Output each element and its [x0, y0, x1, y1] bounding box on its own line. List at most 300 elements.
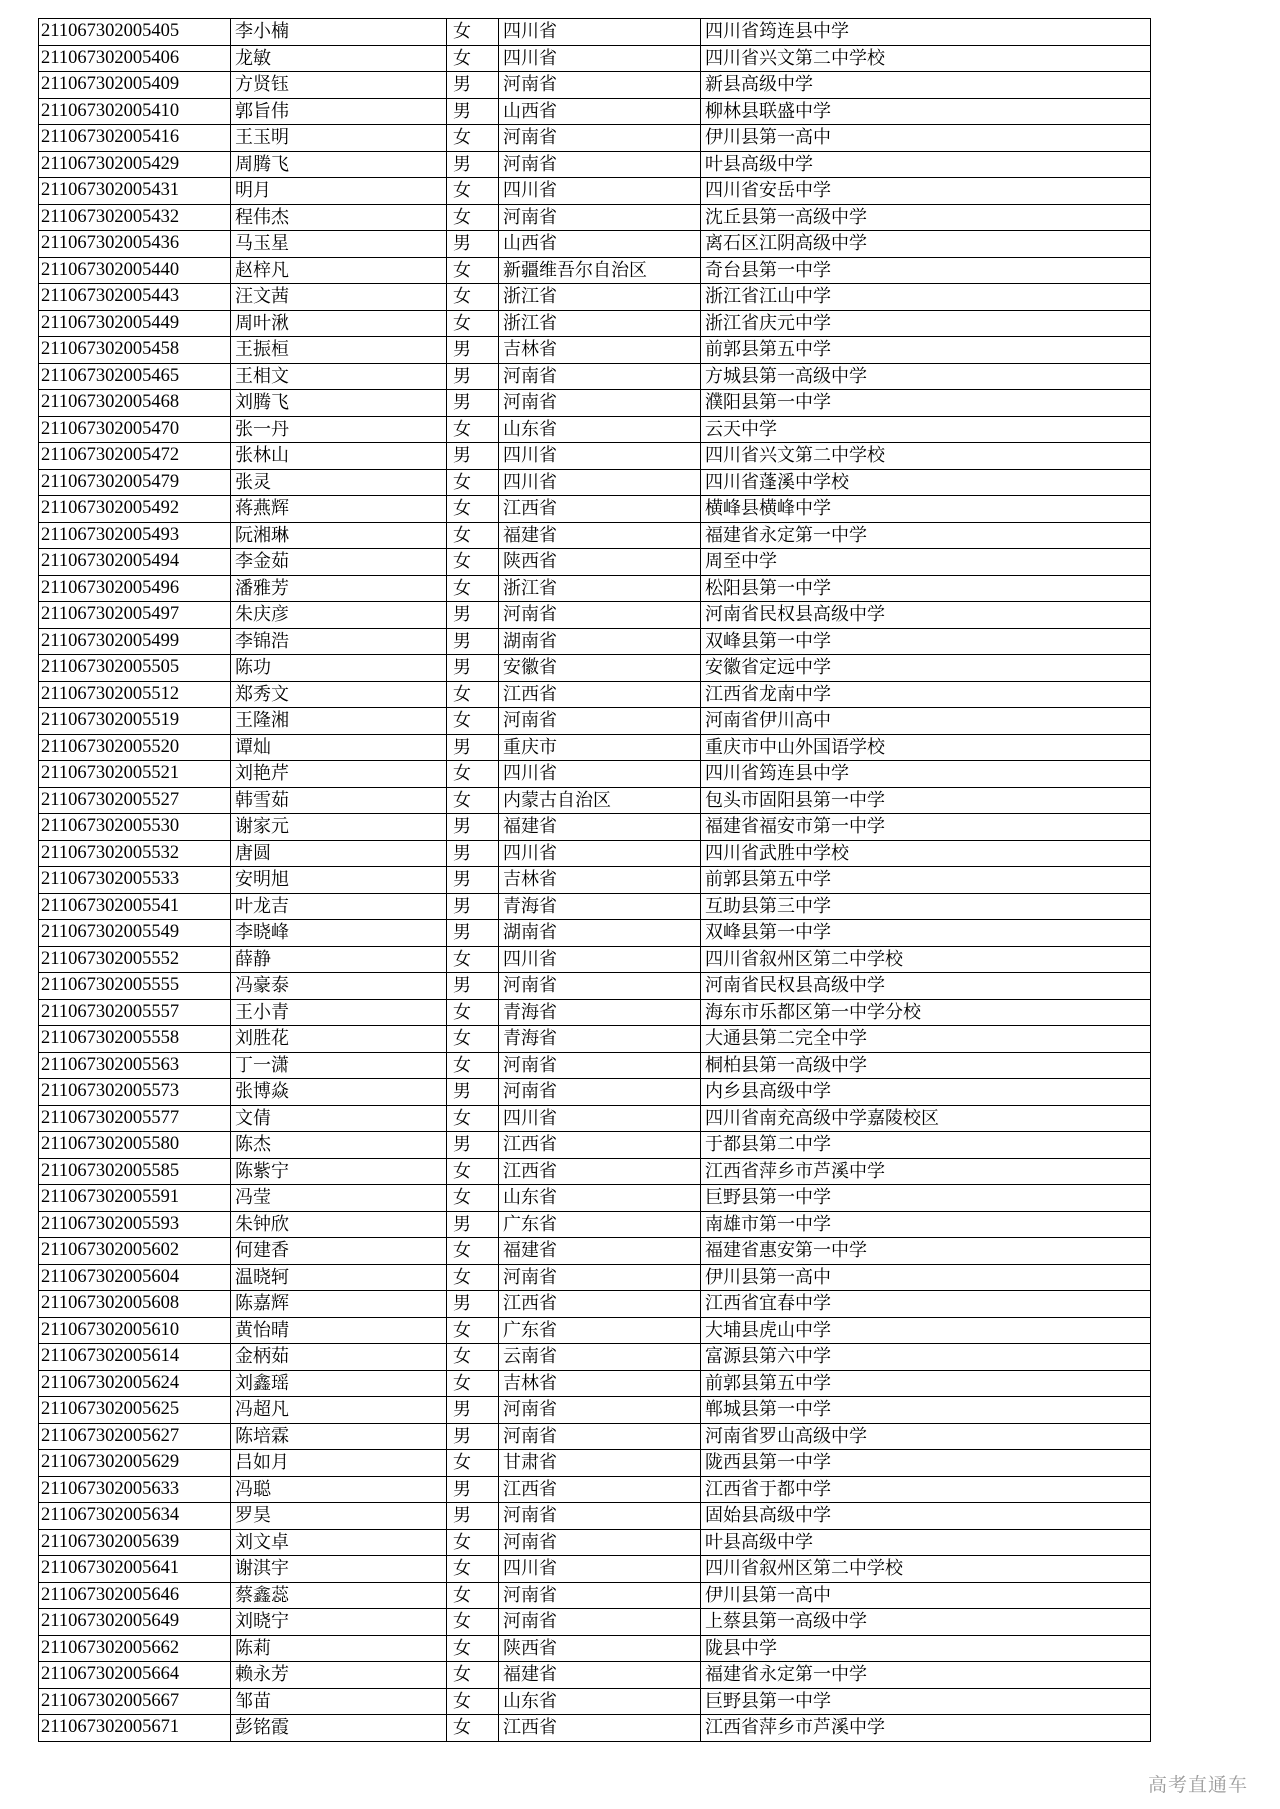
student-id-cell: 211067302005646 — [39, 1582, 231, 1609]
student-id-cell: 211067302005472 — [39, 443, 231, 470]
table-row — [39, 1503, 1151, 1530]
province-cell: 河南省 — [499, 72, 701, 99]
name-cell: 陈嘉辉 — [231, 1291, 447, 1318]
province-cell: 福建省 — [499, 1238, 701, 1265]
gender-cell: 女 — [447, 575, 499, 602]
name-cell: 刘文卓 — [231, 1529, 447, 1556]
student-id-cell: 211067302005557 — [39, 999, 231, 1026]
student-id-cell: 211067302005585 — [39, 1158, 231, 1185]
school-cell: 巨野县第一中学 — [701, 1185, 1151, 1212]
province-cell: 内蒙古自治区 — [499, 787, 701, 814]
school-cell: 桐柏县第一高级中学 — [701, 1052, 1151, 1079]
school-cell: 郸城县第一中学 — [701, 1397, 1151, 1424]
student-id-cell: 211067302005533 — [39, 867, 231, 894]
student-id-cell: 211067302005410 — [39, 98, 231, 125]
table-row — [39, 999, 1151, 1026]
table-row — [39, 204, 1151, 231]
table-row — [39, 1370, 1151, 1397]
province-cell: 江西省 — [499, 496, 701, 523]
province-cell: 四川省 — [499, 1556, 701, 1583]
table-row — [39, 1715, 1151, 1742]
student-id-cell: 211067302005580 — [39, 1132, 231, 1159]
student-id-cell: 211067302005604 — [39, 1264, 231, 1291]
school-cell: 离石区江阴高级中学 — [701, 231, 1151, 258]
name-cell: 金柄茹 — [231, 1344, 447, 1371]
name-cell: 刘鑫瑶 — [231, 1370, 447, 1397]
gender-cell: 女 — [447, 1556, 499, 1583]
province-cell: 浙江省 — [499, 284, 701, 311]
province-cell: 江西省 — [499, 1291, 701, 1318]
province-cell: 江西省 — [499, 1132, 701, 1159]
province-cell: 甘肃省 — [499, 1450, 701, 1477]
gender-cell: 女 — [447, 946, 499, 973]
name-cell: 刘晓宁 — [231, 1609, 447, 1636]
province-cell: 四川省 — [499, 469, 701, 496]
school-cell: 柳林县联盛中学 — [701, 98, 1151, 125]
student-id-cell: 211067302005405 — [39, 19, 231, 46]
school-cell: 叶县高级中学 — [701, 151, 1151, 178]
school-cell: 陇县中学 — [701, 1635, 1151, 1662]
gender-cell: 男 — [447, 363, 499, 390]
gender-cell: 男 — [447, 840, 499, 867]
school-cell: 四川省南充高级中学嘉陵校区 — [701, 1105, 1151, 1132]
gender-cell: 男 — [447, 893, 499, 920]
name-cell: 朱钟欣 — [231, 1211, 447, 1238]
student-id-cell: 211067302005431 — [39, 178, 231, 205]
school-cell: 四川省武胜中学校 — [701, 840, 1151, 867]
school-cell: 周至中学 — [701, 549, 1151, 576]
name-cell: 郭旨伟 — [231, 98, 447, 125]
school-cell: 伊川县第一高中 — [701, 1264, 1151, 1291]
name-cell: 李金茹 — [231, 549, 447, 576]
student-id-cell: 211067302005664 — [39, 1662, 231, 1689]
name-cell: 谢家元 — [231, 814, 447, 841]
province-cell: 江西省 — [499, 1476, 701, 1503]
province-cell: 河南省 — [499, 1529, 701, 1556]
student-id-cell: 211067302005608 — [39, 1291, 231, 1318]
table-row — [39, 1105, 1151, 1132]
gender-cell: 女 — [447, 1185, 499, 1212]
name-cell: 阮湘琳 — [231, 522, 447, 549]
table-row — [39, 893, 1151, 920]
table-row — [39, 1662, 1151, 1689]
student-id-cell: 211067302005662 — [39, 1635, 231, 1662]
table-row — [39, 284, 1151, 311]
school-cell: 福建省永定第一中学 — [701, 1662, 1151, 1689]
table-row — [39, 1317, 1151, 1344]
student-id-cell: 211067302005416 — [39, 125, 231, 152]
student-id-cell: 211067302005520 — [39, 734, 231, 761]
table-row — [39, 1238, 1151, 1265]
school-cell: 固始县高级中学 — [701, 1503, 1151, 1530]
table-row — [39, 708, 1151, 735]
student-id-cell: 211067302005468 — [39, 390, 231, 417]
table-row — [39, 1026, 1151, 1053]
school-cell: 大通县第二完全中学 — [701, 1026, 1151, 1053]
gender-cell: 男 — [447, 920, 499, 947]
student-table — [38, 18, 1151, 1742]
student-id-cell: 211067302005530 — [39, 814, 231, 841]
gender-cell: 女 — [447, 1344, 499, 1371]
name-cell: 龙敏 — [231, 45, 447, 72]
name-cell: 赵梓凡 — [231, 257, 447, 284]
gender-cell: 男 — [447, 1503, 499, 1530]
student-id-cell: 211067302005532 — [39, 840, 231, 867]
student-id-cell: 211067302005465 — [39, 363, 231, 390]
name-cell: 王相文 — [231, 363, 447, 390]
gender-cell: 女 — [447, 1582, 499, 1609]
table-row — [39, 19, 1151, 46]
province-cell: 河南省 — [499, 390, 701, 417]
name-cell: 王振桓 — [231, 337, 447, 364]
province-cell: 河南省 — [499, 708, 701, 735]
school-cell: 浙江省庆元中学 — [701, 310, 1151, 337]
table-row — [39, 1185, 1151, 1212]
school-cell: 上蔡县第一高级中学 — [701, 1609, 1151, 1636]
gender-cell: 男 — [447, 1079, 499, 1106]
gender-cell: 女 — [447, 1450, 499, 1477]
student-id-cell: 211067302005406 — [39, 45, 231, 72]
table-row — [39, 761, 1151, 788]
table-row — [39, 787, 1151, 814]
table-row — [39, 178, 1151, 205]
school-cell: 云天中学 — [701, 416, 1151, 443]
table-row — [39, 1397, 1151, 1424]
name-cell: 罗昊 — [231, 1503, 447, 1530]
school-cell: 濮阳县第一中学 — [701, 390, 1151, 417]
province-cell: 福建省 — [499, 814, 701, 841]
gender-cell: 女 — [447, 204, 499, 231]
gender-cell: 女 — [447, 1105, 499, 1132]
student-id-cell: 211067302005641 — [39, 1556, 231, 1583]
student-id-cell: 211067302005563 — [39, 1052, 231, 1079]
school-cell: 重庆市中山外国语学校 — [701, 734, 1151, 761]
name-cell: 赖永芳 — [231, 1662, 447, 1689]
school-cell: 安徽省定远中学 — [701, 655, 1151, 682]
gender-cell: 女 — [447, 1264, 499, 1291]
student-id-cell: 211067302005633 — [39, 1476, 231, 1503]
gender-cell: 男 — [447, 602, 499, 629]
school-cell: 四川省叙州区第二中学校 — [701, 946, 1151, 973]
student-id-cell: 211067302005552 — [39, 946, 231, 973]
name-cell: 王小青 — [231, 999, 447, 1026]
gender-cell: 男 — [447, 151, 499, 178]
province-cell: 河南省 — [499, 1264, 701, 1291]
province-cell: 安徽省 — [499, 655, 701, 682]
name-cell: 刘艳芹 — [231, 761, 447, 788]
name-cell: 邹苗 — [231, 1688, 447, 1715]
school-cell: 双峰县第一中学 — [701, 920, 1151, 947]
name-cell: 蒋燕辉 — [231, 496, 447, 523]
table-row — [39, 1556, 1151, 1583]
school-cell: 横峰县横峰中学 — [701, 496, 1151, 523]
school-cell: 伊川县第一高中 — [701, 1582, 1151, 1609]
student-id-cell: 211067302005614 — [39, 1344, 231, 1371]
name-cell: 薛静 — [231, 946, 447, 973]
name-cell: 李小楠 — [231, 19, 447, 46]
gender-cell: 男 — [447, 1397, 499, 1424]
table-row — [39, 416, 1151, 443]
province-cell: 河南省 — [499, 973, 701, 1000]
name-cell: 郑秀文 — [231, 681, 447, 708]
name-cell: 韩雪茹 — [231, 787, 447, 814]
table-row — [39, 1211, 1151, 1238]
gender-cell: 女 — [447, 1026, 499, 1053]
name-cell: 谢淇宇 — [231, 1556, 447, 1583]
gender-cell: 男 — [447, 390, 499, 417]
name-cell: 蔡鑫蕊 — [231, 1582, 447, 1609]
student-id-cell: 211067302005627 — [39, 1423, 231, 1450]
province-cell: 福建省 — [499, 1662, 701, 1689]
gender-cell: 男 — [447, 973, 499, 1000]
province-cell: 江西省 — [499, 1715, 701, 1742]
gender-cell: 女 — [447, 125, 499, 152]
name-cell: 冯莹 — [231, 1185, 447, 1212]
gender-cell: 男 — [447, 231, 499, 258]
school-cell: 包头市固阳县第一中学 — [701, 787, 1151, 814]
school-cell: 奇台县第一中学 — [701, 257, 1151, 284]
student-id-cell: 211067302005499 — [39, 628, 231, 655]
student-id-cell: 211067302005602 — [39, 1238, 231, 1265]
province-cell: 山东省 — [499, 1688, 701, 1715]
school-cell: 沈丘县第一高级中学 — [701, 204, 1151, 231]
school-cell: 浙江省江山中学 — [701, 284, 1151, 311]
table-row — [39, 973, 1151, 1000]
school-cell: 方城县第一高级中学 — [701, 363, 1151, 390]
province-cell: 河南省 — [499, 363, 701, 390]
student-id-cell: 211067302005639 — [39, 1529, 231, 1556]
table-row — [39, 681, 1151, 708]
school-cell: 江西省龙南中学 — [701, 681, 1151, 708]
gender-cell: 女 — [447, 999, 499, 1026]
name-cell: 潘雅芳 — [231, 575, 447, 602]
table-row — [39, 628, 1151, 655]
name-cell: 唐圆 — [231, 840, 447, 867]
name-cell: 陈培霖 — [231, 1423, 447, 1450]
school-cell: 海东市乐都区第一中学分校 — [701, 999, 1151, 1026]
province-cell: 河南省 — [499, 1609, 701, 1636]
name-cell: 程伟杰 — [231, 204, 447, 231]
name-cell: 冯超凡 — [231, 1397, 447, 1424]
table-row — [39, 840, 1151, 867]
gender-cell: 女 — [447, 761, 499, 788]
table-row — [39, 655, 1151, 682]
gender-cell: 女 — [447, 1370, 499, 1397]
name-cell: 安明旭 — [231, 867, 447, 894]
table-row — [39, 602, 1151, 629]
student-id-cell: 211067302005496 — [39, 575, 231, 602]
table-row — [39, 1132, 1151, 1159]
school-cell: 河南省民权县高级中学 — [701, 602, 1151, 629]
table-row — [39, 1264, 1151, 1291]
school-cell: 四川省筠连县中学 — [701, 19, 1151, 46]
name-cell: 汪文茜 — [231, 284, 447, 311]
school-cell: 四川省蓬溪中学校 — [701, 469, 1151, 496]
school-cell: 富源县第六中学 — [701, 1344, 1151, 1371]
table-row — [39, 125, 1151, 152]
gender-cell: 男 — [447, 1476, 499, 1503]
student-id-cell: 211067302005671 — [39, 1715, 231, 1742]
table-row — [39, 45, 1151, 72]
name-cell: 王玉明 — [231, 125, 447, 152]
province-cell: 云南省 — [499, 1344, 701, 1371]
gender-cell: 男 — [447, 814, 499, 841]
gender-cell: 女 — [447, 708, 499, 735]
gender-cell: 女 — [447, 178, 499, 205]
gender-cell: 女 — [447, 1052, 499, 1079]
student-id-cell: 211067302005449 — [39, 310, 231, 337]
school-cell: 福建省永定第一中学 — [701, 522, 1151, 549]
student-id-cell: 211067302005409 — [39, 72, 231, 99]
gender-cell: 男 — [447, 1132, 499, 1159]
school-cell: 福建省福安市第一中学 — [701, 814, 1151, 841]
province-cell: 广东省 — [499, 1317, 701, 1344]
gender-cell: 女 — [447, 1238, 499, 1265]
name-cell: 马玉星 — [231, 231, 447, 258]
gender-cell: 女 — [447, 1609, 499, 1636]
school-cell: 河南省伊川高中 — [701, 708, 1151, 735]
province-cell: 四川省 — [499, 19, 701, 46]
province-cell: 河南省 — [499, 1423, 701, 1450]
student-id-cell: 211067302005558 — [39, 1026, 231, 1053]
gender-cell: 女 — [447, 787, 499, 814]
student-id-cell: 211067302005479 — [39, 469, 231, 496]
table-row — [39, 920, 1151, 947]
school-cell: 大埔县虎山中学 — [701, 1317, 1151, 1344]
province-cell: 陕西省 — [499, 549, 701, 576]
table-row — [39, 310, 1151, 337]
student-id-cell: 211067302005634 — [39, 1503, 231, 1530]
student-id-cell: 211067302005494 — [39, 549, 231, 576]
school-cell: 互助县第三中学 — [701, 893, 1151, 920]
gender-cell: 女 — [447, 1715, 499, 1742]
school-cell: 江西省萍乡市芦溪中学 — [701, 1158, 1151, 1185]
province-cell: 四川省 — [499, 443, 701, 470]
student-id-cell: 211067302005458 — [39, 337, 231, 364]
province-cell: 吉林省 — [499, 867, 701, 894]
school-cell: 于都县第二中学 — [701, 1132, 1151, 1159]
gender-cell: 女 — [447, 496, 499, 523]
gender-cell: 女 — [447, 681, 499, 708]
gender-cell: 男 — [447, 734, 499, 761]
name-cell: 张博焱 — [231, 1079, 447, 1106]
name-cell: 李锦浩 — [231, 628, 447, 655]
name-cell: 明月 — [231, 178, 447, 205]
table-row — [39, 814, 1151, 841]
province-cell: 陕西省 — [499, 1635, 701, 1662]
table-row — [39, 231, 1151, 258]
province-cell: 四川省 — [499, 1105, 701, 1132]
province-cell: 四川省 — [499, 45, 701, 72]
table-row — [39, 1079, 1151, 1106]
province-cell: 吉林省 — [499, 337, 701, 364]
province-cell: 山西省 — [499, 231, 701, 258]
table-row — [39, 257, 1151, 284]
student-id-cell: 211067302005549 — [39, 920, 231, 947]
school-cell: 南雄市第一中学 — [701, 1211, 1151, 1238]
student-id-cell: 211067302005497 — [39, 602, 231, 629]
name-cell: 冯聪 — [231, 1476, 447, 1503]
student-id-cell: 211067302005492 — [39, 496, 231, 523]
school-cell: 前郭县第五中学 — [701, 337, 1151, 364]
school-cell: 松阳县第一中学 — [701, 575, 1151, 602]
gender-cell: 男 — [447, 628, 499, 655]
school-cell: 叶县高级中学 — [701, 1529, 1151, 1556]
province-cell: 江西省 — [499, 1158, 701, 1185]
student-id-cell: 211067302005443 — [39, 284, 231, 311]
school-cell: 陇西县第一中学 — [701, 1450, 1151, 1477]
gender-cell: 男 — [447, 867, 499, 894]
student-id-cell: 211067302005429 — [39, 151, 231, 178]
name-cell: 张灵 — [231, 469, 447, 496]
name-cell: 何建香 — [231, 1238, 447, 1265]
name-cell: 朱庆彦 — [231, 602, 447, 629]
province-cell: 吉林省 — [499, 1370, 701, 1397]
table-row — [39, 1344, 1151, 1371]
table-row — [39, 1609, 1151, 1636]
province-cell: 重庆市 — [499, 734, 701, 761]
table-row — [39, 1450, 1151, 1477]
gender-cell: 男 — [447, 98, 499, 125]
province-cell: 河南省 — [499, 1503, 701, 1530]
province-cell: 河南省 — [499, 602, 701, 629]
province-cell: 湖南省 — [499, 920, 701, 947]
student-id-cell: 211067302005555 — [39, 973, 231, 1000]
name-cell: 文倩 — [231, 1105, 447, 1132]
table-row — [39, 443, 1151, 470]
name-cell: 谭灿 — [231, 734, 447, 761]
province-cell: 湖南省 — [499, 628, 701, 655]
school-cell: 江西省萍乡市芦溪中学 — [701, 1715, 1151, 1742]
student-id-cell: 211067302005527 — [39, 787, 231, 814]
gender-cell: 女 — [447, 1662, 499, 1689]
province-cell: 河南省 — [499, 204, 701, 231]
gender-cell: 男 — [447, 72, 499, 99]
school-cell: 四川省兴文第二中学校 — [701, 45, 1151, 72]
name-cell: 王隆湘 — [231, 708, 447, 735]
table-row — [39, 946, 1151, 973]
province-cell: 四川省 — [499, 761, 701, 788]
gender-cell: 男 — [447, 655, 499, 682]
table-row — [39, 390, 1151, 417]
gender-cell: 女 — [447, 522, 499, 549]
table-row — [39, 1158, 1151, 1185]
province-cell: 河南省 — [499, 1079, 701, 1106]
school-cell: 新县高级中学 — [701, 72, 1151, 99]
gender-cell: 男 — [447, 443, 499, 470]
student-id-cell: 211067302005629 — [39, 1450, 231, 1477]
school-cell: 前郭县第五中学 — [701, 1370, 1151, 1397]
province-cell: 广东省 — [499, 1211, 701, 1238]
student-id-cell: 211067302005432 — [39, 204, 231, 231]
table-row — [39, 98, 1151, 125]
table-row — [39, 1476, 1151, 1503]
province-cell: 河南省 — [499, 151, 701, 178]
name-cell: 吕如月 — [231, 1450, 447, 1477]
province-cell: 河南省 — [499, 125, 701, 152]
province-cell: 福建省 — [499, 522, 701, 549]
table-row — [39, 496, 1151, 523]
student-id-cell: 211067302005667 — [39, 1688, 231, 1715]
gender-cell: 女 — [447, 257, 499, 284]
school-cell: 伊川县第一高中 — [701, 125, 1151, 152]
name-cell: 冯豪泰 — [231, 973, 447, 1000]
name-cell: 陈莉 — [231, 1635, 447, 1662]
table-row — [39, 1052, 1151, 1079]
school-cell: 四川省筠连县中学 — [701, 761, 1151, 788]
province-cell: 青海省 — [499, 893, 701, 920]
gender-cell: 女 — [447, 284, 499, 311]
